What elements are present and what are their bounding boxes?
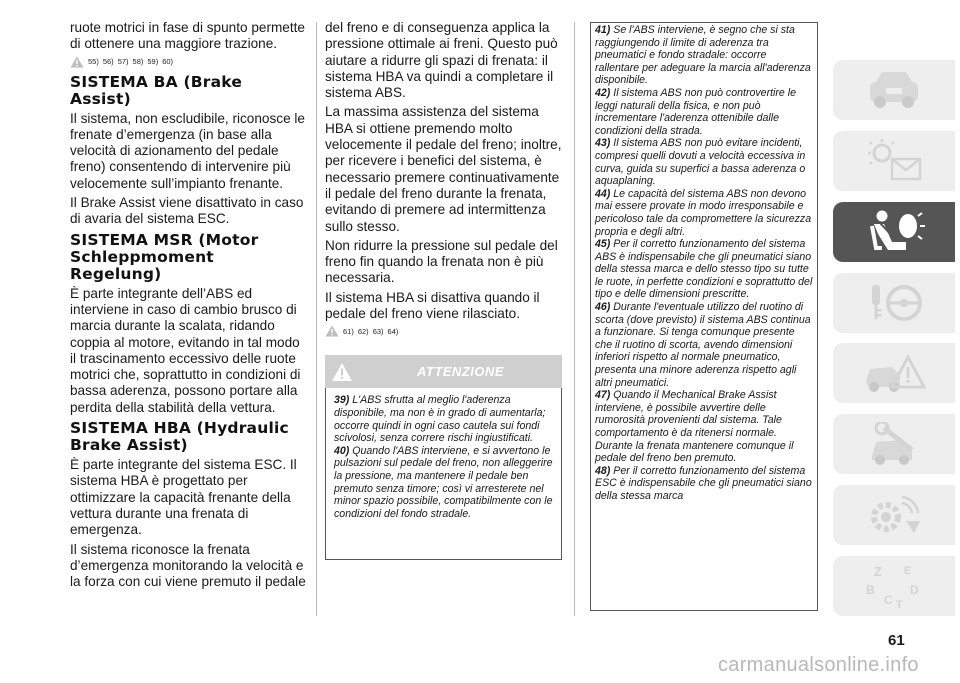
notes-box [590, 22, 818, 611]
hba-paragraph-5: Non ridurre la pressione sul pedale del freno fin quando la frenata non è più necessaria. [325, 237, 558, 286]
reference-number[interactable]: 62) [357, 326, 369, 336]
note-item: 47) Quando il Mechanical Brake Assist interviene, è possibile avvertire delle rumorosità provenienti dal sistema. Tale comportamento è da ritenersi normale. Durante la frenata mantenere comunque il pedale del freno ben premuto. [595, 389, 794, 465]
seat-airbag-icon [862, 208, 926, 256]
attention-banner [325, 355, 562, 388]
tab-index[interactable] [833, 556, 955, 616]
index-letter: D [910, 583, 919, 597]
gear-multimedia-icon [862, 491, 926, 539]
watermark-text: carmanualsonline.info [718, 654, 919, 676]
tab-dashboard[interactable] [833, 60, 955, 120]
note-item: 39) L'ABS sfrutta al meglio l'aderenza disponibile, ma non è in grado di aumentarla; occorre quindi in ogni caso cautela sui fondi scivolosi, senza correre rischi ingiustificati. [334, 394, 546, 445]
wrench-car-icon [862, 422, 926, 466]
note-item: 46) Durante l'eventuale utilizzo del ruotino di scorta (dove previsto) il sistema ABS continua a funzionare. Si tenga comunque presente che il ruotino di scorta, avendo dimensioni inferiori rispetto al normale pneumatico, presenta una minore aderenza rispetto agli altri pneumatici. [595, 301, 811, 389]
car-warning-icon [862, 351, 926, 395]
warning-triangle-icon [325, 325, 339, 337]
column-middle [325, 20, 562, 560]
reference-number[interactable]: 63) [372, 326, 384, 336]
tab-maintenance[interactable] [833, 414, 955, 474]
note-item: 43) Il sistema ABS non può evitare incidenti, compresi quelli dovuti a velocità eccessiva in curva, guida su superfici a bassa aderenza o aquaplaning. [595, 137, 806, 188]
tab-emergency[interactable] [833, 343, 955, 403]
key-steering-wheel-icon [862, 281, 926, 325]
reference-number[interactable]: 55) [88, 57, 99, 67]
ba-paragraph-2: Il Brake Assist viene disattivato in caso di avaria del sistema ESC. [70, 195, 304, 227]
tab-multimedia[interactable] [833, 485, 955, 545]
note-item: 41) Se l'ABS interviene, è segno che si sta raggiungendo il limite di aderenza tra pneumatici e fondo stradale: occorre rallentare per adeguare la marcia all'aderenza disponibile. [595, 24, 811, 87]
warning-triangle-icon [325, 355, 359, 388]
alphabet-index-icon [862, 562, 926, 610]
index-letter: E [904, 565, 912, 577]
note-item: 44) Le capacità del sistema ABS non devono mai essere provate in modo irresponsabile e pericoloso tale da compromettere la sicurezza propria e degli altri. [595, 187, 812, 238]
section-title-msr: SISTEMA MSR (Motor Schleppmoment Regelung) [70, 230, 259, 283]
note-item: 40) Quando l'ABS interviene, e si avvertono le pulsazioni sul pedale del freno, non alleggerire la pressione, ma mantenere il pedale ben premuto senza timore; così vi arresterete nel minor spazio possibile, compatibilmente con le condizioni del fondo stradale. [334, 444, 553, 520]
hba-paragraph-1: È parte integrante del sistema ESC. Il sistema HBA è progettato per ottimizzare la capacità frenante della vettura durante una frenata di emergenza. [70, 457, 297, 538]
reference-number[interactable]: 58) [132, 57, 144, 67]
note-item: 48) Per il corretto funzionamento del sistema ESC è indispensabile che gli pneumatici siano della stessa marca [595, 464, 812, 502]
ba-paragraph-1: Il sistema, non escludibile, riconosce le frenate d’emergenza (in base alla velocità di azionamento del pedale freno) consentendo di intervenire più velocemente sull’impianto frenante. [70, 110, 305, 191]
reference-number[interactable]: 59) [147, 57, 159, 67]
tab-lights[interactable] [833, 131, 955, 191]
column-divider [574, 22, 575, 616]
section-title-ba: SISTEMA BA (Brake Assist) [70, 72, 243, 108]
attention-title: ATTENZIONE [416, 364, 505, 380]
note-item: 45) Per il corretto funzionamento del sistema ABS è indispensabile che gli pneumatici siano della stessa marca e dello stesso tipo su tutte le ruote, in perfette condizioni e soprattutto del tipo e delle dimensioni prescritte. [595, 238, 813, 301]
note-item: 42) Il sistema ABS non può controvertire le leggi naturali della fisica, e non può incrementare l'aderenza ottenibile dalle condizioni della strada. [595, 86, 796, 137]
reference-number[interactable]: 64) [387, 326, 399, 336]
index-letter: C [884, 593, 893, 607]
reference-number[interactable]: 56) [102, 57, 114, 67]
reference-number[interactable]: 57) [117, 57, 129, 67]
reference-list-b [325, 325, 562, 337]
section-title-hba: SISTEMA HBA (Hydraulic Brake Assist) [70, 419, 289, 455]
lights-envelope-icon [862, 139, 926, 183]
attention-notes [325, 388, 562, 560]
reference-number[interactable]: 61) [343, 326, 354, 336]
column-divider [316, 22, 317, 616]
reference-list-a [70, 56, 306, 68]
tab-safety[interactable] [833, 202, 955, 262]
warning-triangle-icon [70, 56, 84, 68]
reference-number[interactable]: 60) [162, 57, 174, 67]
hba-paragraph-4: La massima assistenza del sistema HBA si ottiene premendo molto velocemente il pedale del freno; inoltre, per ricevere i benefici del sistema, è necessario premere continuativamente il pedale del freno durante la frenata, evitando di premere ad intermittenza sullo stesso. [325, 104, 562, 234]
index-letter: T [896, 599, 903, 610]
index-letter: Z [874, 564, 882, 579]
hba-paragraph-3: del freno e di conseguenza applica la pressione ottimale ai freni. Questo può aiutare a ridurre gli spazi di frenata: il sistema HBA va quindi a completare il sistema ABS. [325, 20, 558, 101]
column-left [70, 20, 306, 593]
msr-paragraph: È parte integrante dell’ABS ed interviene in caso di cambio brusco di marcia durante la scalata, ridando coppia al motore, evitando in tal modo il trascinamento eccessivo delle ruote motrici che, soprattutto in condizioni di bassa aderenza, possono portare alla perdita della stabilità della vettura. [70, 285, 301, 415]
index-letter: B [866, 583, 875, 597]
column-right [590, 22, 818, 611]
page-number: 61 [888, 632, 905, 649]
intro-paragraph: ruote motrici in fase di spunto permette di ottenere una maggiore trazione. [70, 20, 305, 52]
hba-paragraph-6: Il sistema HBA si disattiva quando il pedale del freno viene rilasciato. [325, 289, 540, 322]
car-dashboard-icon [862, 68, 926, 112]
tab-starting-driving[interactable] [833, 273, 955, 333]
hba-paragraph-2: Il sistema riconosce la frenata d’emergenza monitorando la velocità e la forza con cui viene premuto il pedale [70, 541, 306, 590]
